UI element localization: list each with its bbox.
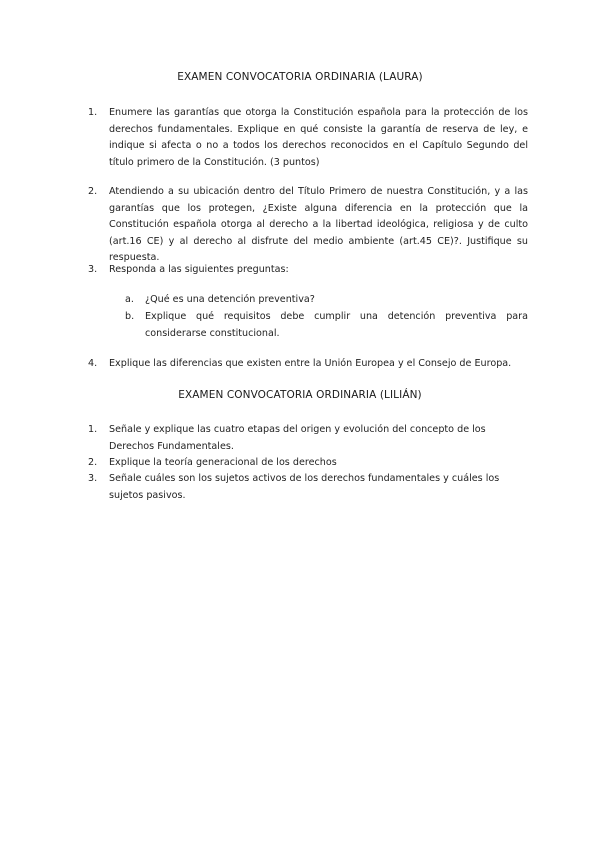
question-number: 2. xyxy=(88,457,98,468)
question-1 xyxy=(88,105,528,171)
question-text: Explique la teoría generacional de los derechos xyxy=(109,457,337,468)
question-2 xyxy=(88,184,528,267)
question-3 xyxy=(88,471,528,504)
subquestion-letter: b. xyxy=(125,311,135,322)
question-text: Enumere las garantías que otorga la Constitución española para la protección de los derechos fundamentales. Explique en qué consiste la garantía de reserva de ley, e indique si afecta o no a todos los derechos reconocidos en el Capítulo Segundo del título primero de la Constitución. (3 puntos) xyxy=(109,107,528,168)
question-text: Señale cuáles son los sujetos activos de los derechos fundamentales y cuáles los sujetos pasivos. xyxy=(109,473,500,501)
question-number: 3. xyxy=(88,264,98,275)
question-3b xyxy=(125,309,528,342)
question-text: Atendiendo a su ubicación dentro del Título Primero de nuestra Constitución, y a las garantías que los protegen, ¿Existe alguna diferencia en la protección que la Constitución española otorga al derecho a la libertad ideológica, religiosa y de culto (art.16 CE) y al derecho al disfrute del medio ambiente (art.45 CE)?. Justifique su respuesta. xyxy=(109,186,528,263)
question-3 xyxy=(88,262,528,279)
question-text: Señale y explique las cuatro etapas del origen y evolución del concepto de los Derechos Fundamentales. xyxy=(109,424,486,452)
section-title-laura: EXAMEN CONVOCATORIA ORDINARIA (LAURA) xyxy=(177,71,423,83)
question-number: 3. xyxy=(88,473,98,484)
subquestion-text: Explique qué requisitos debe cumplir una detención preventiva para considerarse constitucional. xyxy=(145,311,528,339)
question-number: 1. xyxy=(88,424,98,435)
question-2 xyxy=(88,455,528,472)
question-number: 2. xyxy=(88,186,98,197)
subquestion-letter: a. xyxy=(125,294,134,305)
question-number: 1. xyxy=(88,107,98,118)
question-number: 4. xyxy=(88,358,98,369)
question-text: Responda a las siguientes preguntas: xyxy=(109,264,289,275)
question-1 xyxy=(88,422,528,455)
question-4 xyxy=(88,356,528,373)
section-title-lilian: EXAMEN CONVOCATORIA ORDINARIA (LILIÁN) xyxy=(178,389,422,401)
subquestion-text: ¿Qué es una detención preventiva? xyxy=(145,294,315,305)
question-3a xyxy=(125,292,528,309)
question-text: Explique las diferencias que existen entre la Unión Europea y el Consejo de Europa. xyxy=(109,358,512,369)
